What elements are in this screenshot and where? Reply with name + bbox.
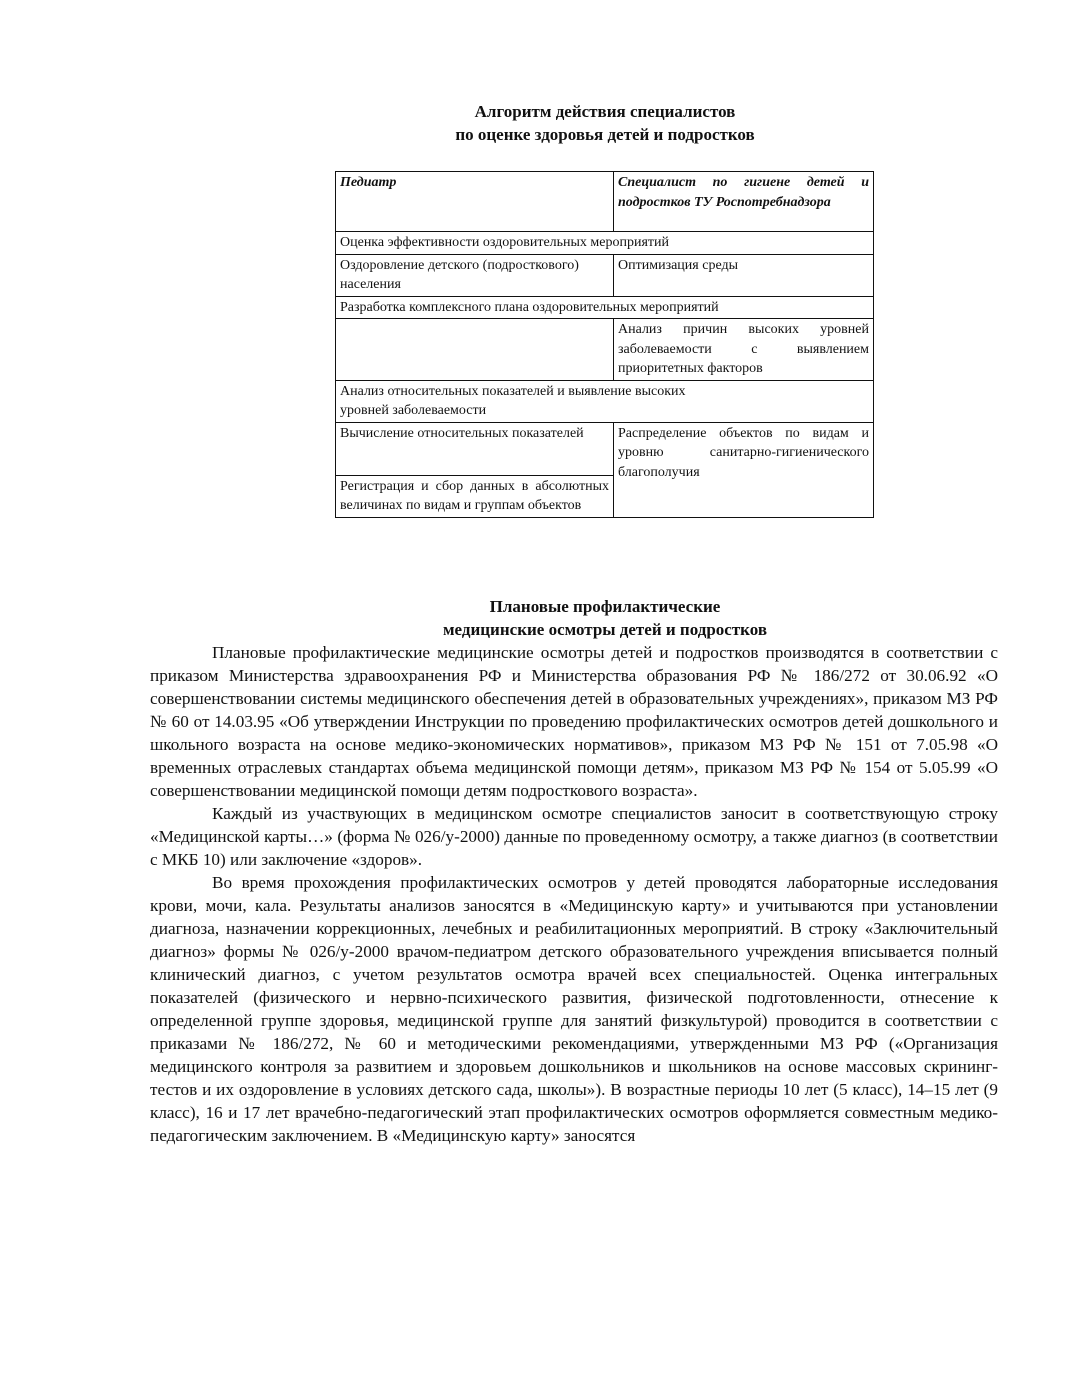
cell-plan-development: Разработка комплексного плана оздоровительных мероприятий <box>336 296 874 319</box>
cell-relative-calculation: Вычисление относительных показателей <box>336 422 614 475</box>
cell-cause-analysis: Анализ причин высоких уровней заболеваемости с выявлением приоритетных факторов <box>614 319 874 381</box>
table-row <box>336 380 874 422</box>
checkups-title-line2: медицинские осмотры детей и подростков <box>442 620 768 639</box>
checkups-title-line1: Плановые профилактические <box>489 597 721 616</box>
cell-relative-analysis-wrap <box>336 380 874 422</box>
body-text <box>150 641 998 1147</box>
cell-environment-optimization: Оптимизация среды <box>614 254 874 296</box>
algorithm-title <box>300 100 910 146</box>
header-pediatrician: Педиатр <box>336 172 614 232</box>
algorithm-title-line1: Алгоритм действия специалистов <box>474 102 736 121</box>
paragraph-lab-tests: Во время прохождения профилактических осмотров у детей проводятся лабораторные исследования крови, мочи, кала. Результаты анализов заносятся в «Медицинскую карту» и учитываются при установлении диагноза, назначении коррекционных, лечебных и реабилитационных мероприятий. В строку «Заключительный диагноз» формы № 026/у-2000 врачом-педиатром детского образовательного учреждения вписывается полный клинический диагноз, с учетом результатов осмотра врачей всех специальностей. Оценка интегральных показателей (физического и нервно-психического развития, физической подготовленности, отнесение к определенной группе здоровья, медицинской группе для занятий физкультурой) проводится в соответствии с приказами № 186/272, № 60 и методическими рекомендациями, утвержденными МЗ РФ («Организация медицинского контроля за развитием и здоровьем дошкольников и школьников на основе массовых скрининг-тестов и их оздоровление в условиях детского сада, школы»). В возрастные периоды 10 лет (5 класс), 14–15 лет (9 класс), 16 и 17 лет врачебно-педагогический этап профилактических осмотров оформляется совместным медико-педагогическим заключением. В «Медицинскую карту» заносятся <box>150 873 998 1145</box>
table-header-row <box>336 172 874 232</box>
cell-object-distribution: Распределение объектов по видам и уровню санитарно-гигиенического благополучия <box>614 422 874 517</box>
table-row <box>336 232 874 255</box>
cell-efficiency-assessment: Оценка эффективности оздоровительных мероприятий <box>336 232 874 255</box>
cell-population-health: Оздоровление детского (подросткового) населения <box>336 254 614 296</box>
cell-relative-analysis: Анализ относительных показателей и выявление высоких уровней заболеваемости <box>340 383 686 418</box>
checkups-title <box>300 595 910 641</box>
table-row <box>336 296 874 319</box>
table-row <box>336 319 874 381</box>
algorithm-title-line2: по оценке здоровья детей и подростков <box>455 125 755 144</box>
algorithm-table <box>335 171 874 518</box>
paragraph-orders: Плановые профилактические медицинские осмотры детей и подростков производятся в соответствии с приказом Министерства здравоохранения РФ и Министерства образования РФ № 186/272 от 30.06.92 «О совершенствовании системы медицинского обеспечения детей в образовательных учреждениях», приказом МЗ РФ № 60 от 14.03.95 «Об утверждении Инструкции по проведению профилактических осмотров детей дошкольного и школьного возраста на основе медико-экономических нормативов», приказом МЗ РФ № 151 от 7.05.98 «О временных отраслевых стандартах объема медицинской помощи детям», приказом МЗ РФ № 154 от 5.05.99 «О совершенствовании медицинской помощи детям подросткового возраста». <box>150 643 998 800</box>
header-hygiene-specialist: Специалист по гигиене детей и подростков ТУ Роспотребнадзора <box>614 172 874 232</box>
cell-empty <box>336 319 614 381</box>
table-row <box>336 254 874 296</box>
table-row <box>336 422 874 475</box>
paragraph-specialists: Каждый из участвующих в медицинском осмотре специалистов заносит в соответствующую строку «Медицинской карты…» (форма № 026/у-2000) данные по проведенному осмотру, а также диагноз (в соответствии с МКБ 10) или заключение «здоров». <box>150 804 998 869</box>
cell-data-registration: Регистрация и сбор данных в абсолютных величинах по видам и группам объектов <box>336 475 614 517</box>
